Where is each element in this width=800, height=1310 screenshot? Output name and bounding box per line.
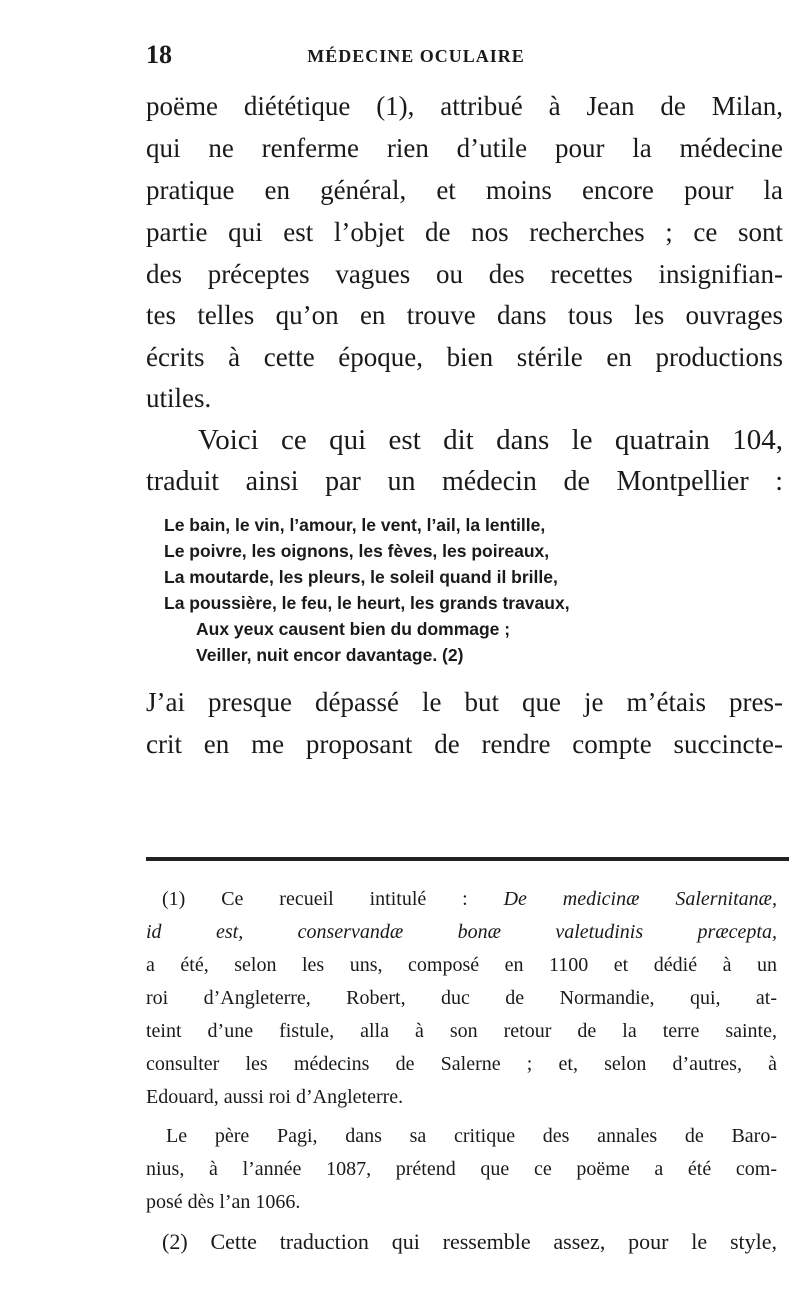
body-line: des préceptes vagues ou des recettes insignifian- xyxy=(146,259,783,289)
footnote-title: id est, conservandæ bonæ valetudinis præcepta, xyxy=(146,921,777,943)
footnote-line: a été, selon les uns, composé en 1100 et dédié à un xyxy=(146,954,777,976)
body-line: pratique en général, et moins encore pour la xyxy=(146,175,783,205)
body-line: traduit ainsi par un médecin de Montpellier : xyxy=(146,466,783,497)
footnote-line xyxy=(162,883,777,916)
footnote-line: Edouard, aussi roi d’Angleterre. xyxy=(146,1086,404,1108)
quatrain-line: Aux yeux causent bien du dommage ; xyxy=(196,619,511,639)
footnote-title: De medicinæ Salernitanæ, xyxy=(503,888,777,910)
body-line: qui ne renferme rien d’utile pour la médecine xyxy=(146,133,783,163)
body-line: crit en me proposant de rendre compte succincte- xyxy=(146,729,783,759)
footnote-intro: (1) Ce recueil intitulé : xyxy=(162,888,504,910)
quatrain-line: Le poivre, les oignons, les fèves, les poireaux, xyxy=(164,541,550,561)
body-line: utiles. xyxy=(146,383,212,413)
page-number: 18 xyxy=(146,40,172,69)
quatrain-line: La moutarde, les pleurs, le soleil quand il brille, xyxy=(164,567,558,587)
page-header xyxy=(146,40,686,74)
quatrain-line: La poussière, le feu, le heurt, les grands travaux, xyxy=(164,593,570,613)
body-line: tes telles qu’on en trouve dans tous les ouvrages xyxy=(146,300,783,330)
quatrain-line: Veiller, nuit encor davantage. (2) xyxy=(196,645,464,665)
footnote-line xyxy=(146,916,777,949)
body-line: poëme diététique (1), attribué à Jean de Milan, xyxy=(146,91,783,121)
footnote-line: roi d’Angleterre, Robert, duc de Normandie, qui, at- xyxy=(146,987,777,1009)
quatrain-line: Le bain, le vin, l’amour, le vent, l’ail, la lentille, xyxy=(164,515,546,535)
body-line: écrits à cette époque, bien stérile en productions xyxy=(146,342,783,372)
body-line: J’ai presque dépassé le but que je m’étais pres- xyxy=(146,687,783,717)
footnote-line: posé dès l’an 1066. xyxy=(146,1191,301,1213)
footnote-rule xyxy=(146,857,789,861)
running-title: MÉDECINE OCULAIRE xyxy=(307,46,525,66)
footnote-line: Le père Pagi, dans sa critique des annales de Baro- xyxy=(166,1125,777,1147)
footnote-line: nius, à l’année 1087, prétend que ce poëme a été com- xyxy=(146,1158,777,1180)
body-line: Voici ce qui est dit dans le quatrain 104, xyxy=(198,424,783,456)
body-line: partie qui est l’objet de nos recherches ; ce sont xyxy=(146,217,783,247)
footnote-line: teint d’une fistule, alla à son retour de la terre sainte, xyxy=(146,1020,777,1042)
footnote-line: (2) Cette traduction qui ressemble assez, pour le style, xyxy=(162,1229,777,1254)
footnote-line: consulter les médecins de Salerne ; et, selon d’autres, à xyxy=(146,1053,777,1075)
